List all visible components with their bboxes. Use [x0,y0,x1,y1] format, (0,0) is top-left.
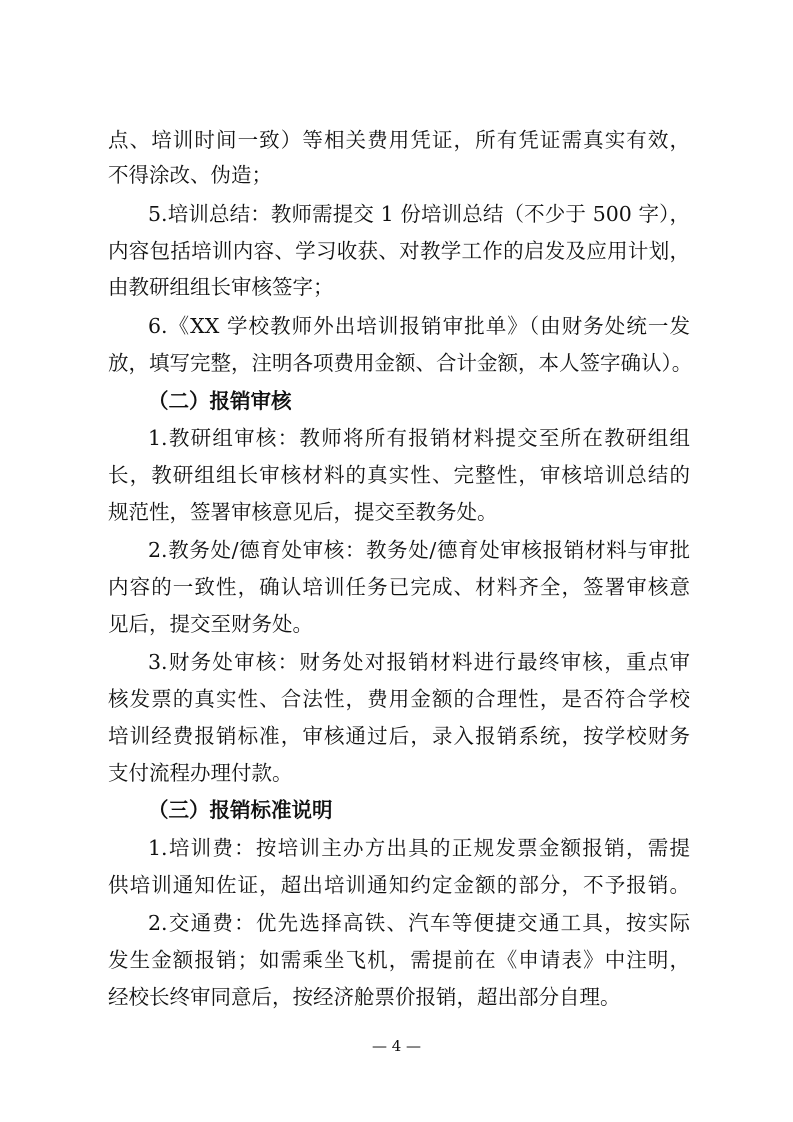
paragraph-line: 3.财务处审核：财务处对报销材料进行最终审核，重点审 [148,650,690,674]
paragraph-line: 1.培训费：按培训主办方出具的正规发票金额报销，需提 [148,836,690,860]
paragraph-line: 2.交通费：优先选择高铁、汽车等便捷交通工具，按实际 [148,911,690,935]
paragraph-line: 见后，提交至财务处。 [108,612,313,636]
paragraph-line: 由教研组组长审核签字； [108,275,334,299]
paragraph-line: 内容的一致性，确认培训任务已完成、材料齐全，签署审核意 [108,575,690,599]
paragraph-line: 长，教研组组长审核材料的真实性、完整性，审核培训总结的 [108,463,690,487]
paragraph-line: 2.教务处/德育处审核：教务处/德育处审核报销材料与审批 [148,538,690,562]
paragraph-line: 放，填写完整，注明各项费用金额、合计金额，本人签字确认）。 [108,351,693,375]
paragraph-line: 点、培训时间一致）等相关费用凭证，所有凭证需真实有效， [108,128,690,152]
paragraph-line: 发生金额报销；如需乘坐飞机，需提前在《申请表》中注明， [108,948,690,972]
paragraph-line: 经校长终审同意后，按经济舱票价报销，超出部分自理。 [108,985,621,1009]
paragraph-line: 6.《XX 学校教师外出培训报销审批单》（由财务处统一发 [148,314,690,338]
paragraph-line: 供培训通知佐证，超出培训通知约定金额的部分，不予报销。 [108,873,690,897]
paragraph-line: 培训经费报销标准，审核通过后，录入报销系统，按学校财务 [108,724,690,748]
paragraph-line: 1.教研组审核：教师将所有报销材料提交至所在教研组组 [148,426,690,450]
paragraph-line: 内容包括培训内容、学习收获、对教学工作的启发及应用计划， [108,239,690,263]
paragraph-line: 5.培训总结：教师需提交 1 份培训总结（不少于 500 字）， [148,202,690,226]
page-number: — 4 — [371,1037,422,1055]
paragraph-line: 核发票的真实性、合法性，费用金额的合理性，是否符合学校 [108,687,690,711]
section-heading: （三）报销标准说明 [148,798,333,822]
section-heading: （二）报销审核 [148,389,292,413]
paragraph-line: 支付流程办理付款。 [108,761,293,785]
paragraph-line: 不得涂改、伪造； [108,163,272,187]
paragraph-line: 规范性，签署审核意见后，提交至教务处。 [108,500,498,524]
